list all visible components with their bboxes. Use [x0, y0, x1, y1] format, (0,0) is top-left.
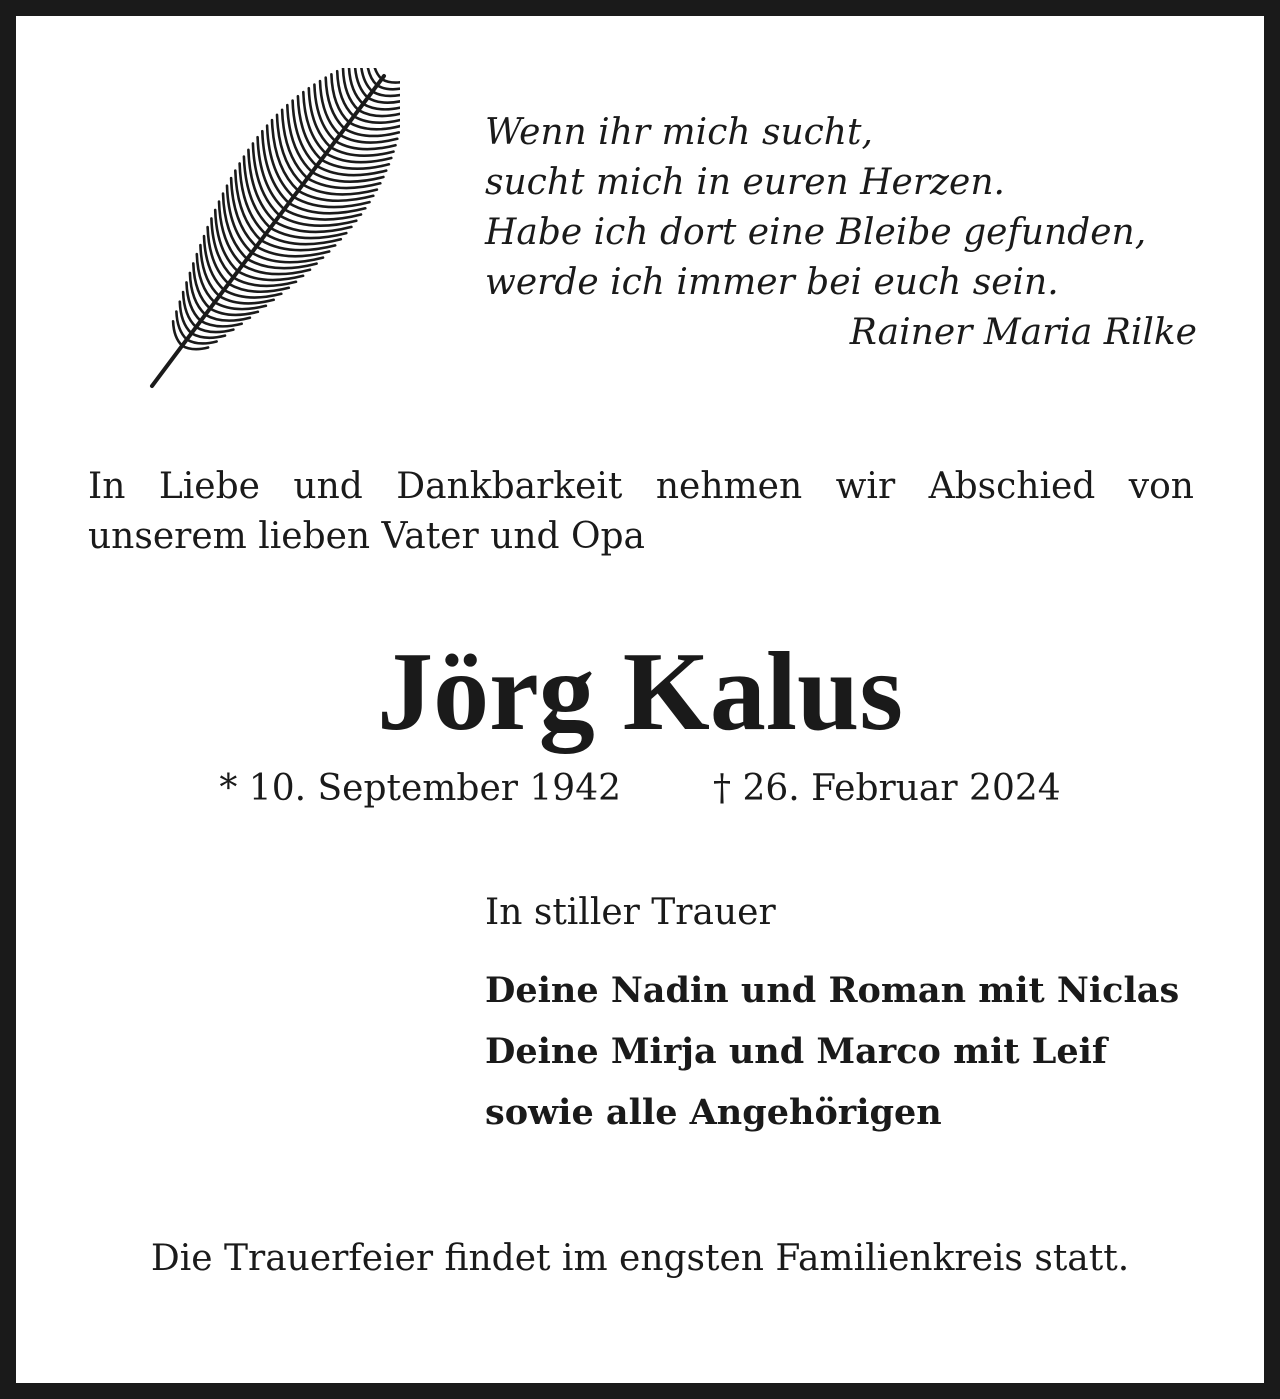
feather-barb	[359, 110, 401, 116]
feather-barb	[382, 79, 400, 82]
mourner-line: Deine Nadin und Roman mit Niclas	[485, 970, 1180, 1011]
feather-barb	[363, 104, 400, 109]
deceased-name: Jörg Kalus	[377, 630, 903, 754]
feather-barb	[361, 68, 373, 92]
feather-barb	[191, 333, 225, 337]
feather-barb	[373, 68, 382, 79]
funeral-note: Die Trauerfeier findet im engsten Familienkreis statt.	[150, 1238, 1130, 1279]
mourner-line: sowie alle Angehörigen	[485, 1092, 942, 1133]
feather-barb	[354, 116, 400, 122]
feather-barb	[372, 92, 400, 96]
poem-line: werde ich immer bei euch sein.	[485, 262, 1059, 303]
feather-icon	[140, 68, 400, 398]
mourners-list	[485, 960, 1179, 1143]
mourning-label: In stiller Trauer	[485, 892, 776, 933]
poem-author: Rainer Maria Rilke	[849, 312, 1197, 353]
feather-barb	[368, 98, 400, 103]
birth-date: * 10. September 1942	[219, 768, 622, 809]
death-date: † 26. Februar 2024	[713, 768, 1061, 809]
feather-barb	[182, 346, 208, 349]
mourner-line: Deine Mirja und Marco mit Leif	[485, 1031, 1107, 1072]
feather-barb	[377, 85, 400, 89]
feather-barb	[196, 327, 233, 332]
feather-barb	[187, 340, 217, 344]
life-dates	[0, 764, 1280, 814]
poem-line: Habe ich dort eine Bleibe gefunden,	[485, 212, 1147, 253]
poem-line: Wenn ihr mich sucht,	[485, 112, 873, 153]
feather-barb	[201, 321, 242, 326]
poem-block	[485, 108, 1197, 358]
poem-line: sucht mich in euren Herzen.	[485, 162, 1005, 203]
intro-text: In Liebe und Dankbarkeit nehmen wir Abschied von unserem lieben Vater und Opa	[88, 466, 1194, 557]
